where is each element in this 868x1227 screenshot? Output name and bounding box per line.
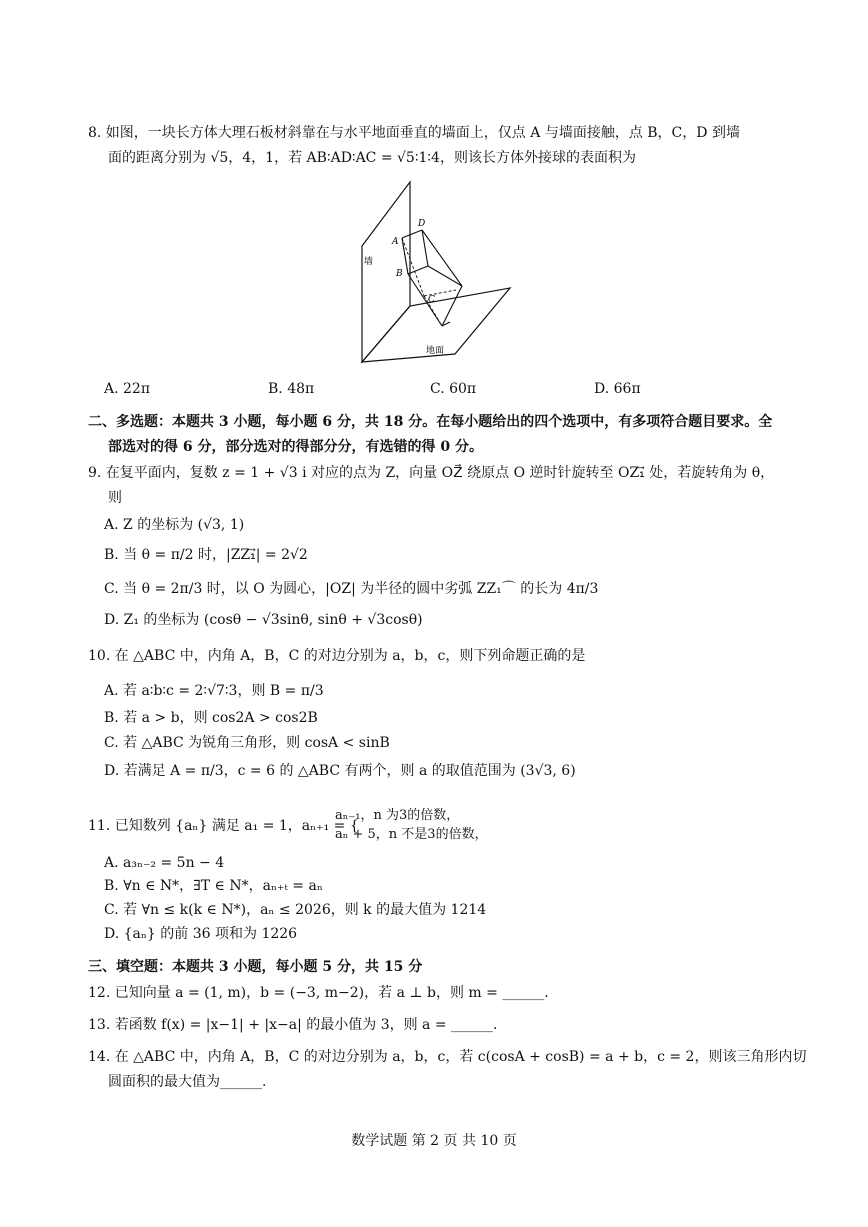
q8-option-d[interactable]: D. 66π [594, 381, 641, 397]
q11-case-1: aₙ₋₁，n 为3的倍数， [335, 808, 460, 823]
q12-text: 12. 已知向量 a = (1, m)，b = (−3, m−2)，若 a ⊥ b，则 m = ______. [88, 985, 549, 1001]
q14-text-line2: 圆面积的最大值为______. [108, 1074, 267, 1090]
q11-option-d[interactable]: D. {aₙ} 的前 36 项和为 1226 [104, 926, 298, 942]
q9-option-d[interactable]: D. Z₁ 的坐标为 (cosθ − √3sinθ, sinθ + √3cosθ) [104, 612, 423, 628]
q13-text: 13. 若函数 f(x) = |x−1| + |x−a| 的最小值为 3，则 a = ______. [88, 1017, 498, 1033]
q11-option-b[interactable]: B. ∀n ∈ N*，∃T ∈ N*，aₙ₊ₜ = aₙ [104, 878, 323, 894]
q8-text-line1: 8. 如图，一块长方体大理石板材斜靠在与水平地面垂直的墙面上，仅点 A 与墙面接触，点 B，C，D 到墙 [88, 125, 740, 141]
q11-text-line1: 11. 已知数列 {aₙ} 满足 a₁ = 1，aₙ₊₁ = { [88, 818, 359, 834]
q10-option-b[interactable]: B. 若 a > b，则 cos2A > cos2B [104, 710, 318, 726]
q11-option-a[interactable]: A. a₃ₙ₋₂ = 5n − 4 [104, 855, 225, 871]
q10-text-line1: 10. 在 △ABC 中，内角 A，B，C 的对边分别为 a，b，c，则下列命题正确的是 [88, 648, 586, 664]
q11-case-2: aₙ + 5，n 不是3的倍数， [335, 827, 488, 842]
ground-label: 地面 [426, 346, 445, 356]
q9-text-line2: 则 [108, 490, 122, 506]
q9-option-b[interactable]: B. 当 θ = π/2 时，|ZZ₁⃗| = 2√2 [104, 547, 308, 563]
q8-option-b[interactable]: B. 48π [268, 381, 315, 397]
q8-figure [350, 176, 520, 366]
q8-option-a[interactable]: A. 22π [104, 381, 151, 397]
q9-option-a[interactable]: A. Z 的坐标为 (√3, 1) [104, 517, 245, 533]
q8-option-c[interactable]: C. 60π [430, 381, 477, 397]
q10-option-d[interactable]: D. 若满足 A = π/3，c = 6 的 △ABC 有两个，则 a 的取值范围为 (3√3, 6) [104, 763, 576, 779]
page-footer: 数学试题 第 2 页 共 10 页 [351, 1133, 517, 1149]
q9-option-c[interactable]: C. 当 θ = 2π/3 时，以 O 为圆心，|OZ| 为半径的圆中劣弧 ZZ₁⌒ 的长为 4π/3 [104, 581, 599, 597]
q10-option-a[interactable]: A. 若 a∶b∶c = 2∶√7∶3，则 B = π/3 [104, 683, 324, 699]
section3-heading: 三、填空题：本题共 3 小题，每小题 5 分，共 15 分 [88, 959, 423, 975]
point-a-label: A [392, 237, 399, 247]
q10-option-c[interactable]: C. 若 △ABC 为锐角三角形，则 cosA < sinB [104, 735, 390, 751]
section2-heading-line2: 部选对的得 6 分，部分选对的得部分分，有选错的得 0 分。 [108, 439, 483, 455]
section2-heading-line1: 二、多选题：本题共 3 小题，每小题 6 分，共 18 分。在每小题给出的四个选项中，有多项符合题目要求。全 [88, 414, 773, 430]
wall-label: 墙 [364, 257, 374, 267]
q8-text-line2: 面的距离分别为 √5，4，1，若 AB∶AD∶AC = √5∶1∶4，则该长方体外接球的表面积为 [108, 150, 636, 166]
point-d-label: D [418, 219, 426, 229]
q8-options [104, 382, 724, 402]
point-c-label: C [428, 295, 435, 305]
q9-text-line1: 9. 在复平面内，复数 z = 1 + √3 i 对应的点为 Z，向量 OZ⃗ 绕原点 O 逆时针旋转至 OZ₁⃗ 处，若旋转角为 θ， [88, 465, 775, 481]
point-b-label: B [396, 269, 403, 279]
q14-text-line1: 14. 在 △ABC 中，内角 A，B，C 的对边分别为 a，b，c，若 c(cosA + cosB) = a + b，c = 2，则该三角形内切 [88, 1049, 807, 1065]
q11-option-c[interactable]: C. 若 ∀n ≤ k(k ∈ N*)，aₙ ≤ 2026，则 k 的最大值为 1214 [104, 902, 487, 918]
marble-slab-diagram [350, 176, 520, 366]
